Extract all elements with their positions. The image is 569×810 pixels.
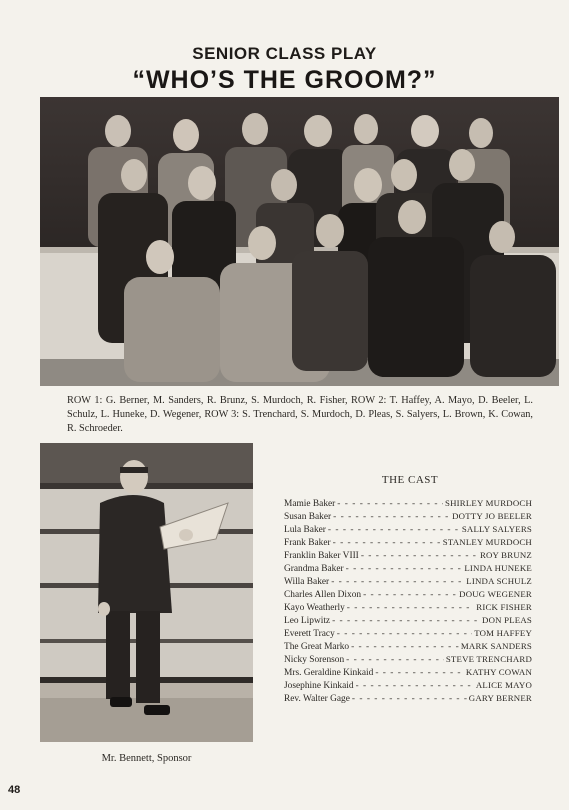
cast-entry <box>284 693 532 706</box>
leader-dots <box>347 603 474 613</box>
actor-name: KATHY COWAN <box>465 667 532 677</box>
role-name: Frank Baker <box>284 538 331 548</box>
actor-name: GARY BERNER <box>468 693 532 703</box>
actor-name: STANLEY MURDOCH <box>442 537 532 547</box>
cast-entry <box>284 680 532 693</box>
sponsor-photo <box>40 443 253 742</box>
section-heading: SENIOR CLASS PLAY <box>192 44 377 63</box>
play-title: “WHO’S THE GROOM?” <box>132 66 437 94</box>
cast-entry <box>284 667 532 680</box>
actor-name: MARK SANDERS <box>460 641 532 651</box>
leader-dots <box>346 655 444 665</box>
actor-name: TOM HAFFEY <box>474 628 532 638</box>
leader-dots <box>346 564 463 574</box>
actor-name: SHIRLEY MURDOCH <box>445 498 532 508</box>
page-number: 48 <box>8 784 21 796</box>
leader-dots <box>337 499 443 509</box>
cast-entry <box>284 641 532 654</box>
actor-name: RICK FISHER <box>476 602 532 612</box>
leader-dots <box>332 616 480 626</box>
cast-entry <box>284 537 532 550</box>
role-name: The Great Marko <box>284 642 350 652</box>
role-name: Kayo Weatherly <box>284 603 345 613</box>
cast-entry <box>284 524 532 537</box>
role-name: Franklin Baker VIII <box>284 551 359 561</box>
role-name: Willa Baker <box>284 577 330 587</box>
cast-entry <box>284 550 532 563</box>
role-name: Grandma Baker <box>284 564 344 574</box>
actor-name: LINDA HUNEKE <box>464 563 532 573</box>
cast-entry <box>284 563 532 576</box>
actor-name: ROY BRUNZ <box>479 550 532 560</box>
group-photo-caption: ROW 1: G. Berner, M. Sanders, R. Brunz, S. Murdoch, R. Fisher, ROW 2: T. Haffey, A. Mayo, D. Beeler, L. Schulz, L. Huneke, D. Wegener, ROW 3: S. Trenchard, S. Murdoch, D. Pleas, S. Salyers, L. Brown, K. Cowan, R. Schroeder. <box>67 395 533 434</box>
leader-dots <box>356 681 474 691</box>
role-name: Charles Allen Dixon <box>284 590 362 600</box>
cast-entry <box>284 511 532 524</box>
cast-group-photo <box>40 97 559 386</box>
role-name: Mamie Baker <box>284 499 336 509</box>
actor-name: DON PLEAS <box>482 615 532 625</box>
cast-entry <box>284 589 532 602</box>
cast-entry <box>284 628 532 641</box>
leader-dots <box>375 668 464 678</box>
cast-list <box>284 498 532 706</box>
actor-name: STEVE TRENCHARD <box>445 654 532 664</box>
actor-name: ALICE MAYO <box>475 680 532 690</box>
cast-entry <box>284 615 532 628</box>
leader-dots <box>328 525 460 535</box>
role-name: Leo Lipwitz <box>284 616 331 626</box>
cast-entry <box>284 576 532 589</box>
role-name: Susan Baker <box>284 512 332 522</box>
leader-dots <box>352 694 467 704</box>
leader-dots <box>351 642 459 652</box>
role-name: Everett Tracy <box>284 629 335 639</box>
leader-dots <box>331 577 464 587</box>
leader-dots <box>333 538 441 548</box>
role-name: Nicky Sorenson <box>284 655 345 665</box>
actor-name: LINDA SCHULZ <box>466 576 532 586</box>
role-name: Lula Baker <box>284 525 326 535</box>
role-name: Rev. Walter Gage <box>284 694 350 704</box>
sponsor-caption: Mr. Bennett, Sponsor <box>101 753 192 764</box>
actor-name: SALLY SALYERS <box>461 524 532 534</box>
leader-dots <box>337 629 472 639</box>
leader-dots <box>363 590 457 600</box>
role-name: Josephine Kinkaid <box>284 681 354 691</box>
role-name: Mrs. Geraldine Kinkaid <box>284 668 374 678</box>
actor-name: DOTTY JO BEELER <box>452 511 532 521</box>
actor-name: DOUG WEGENER <box>459 589 532 599</box>
leader-dots <box>361 551 478 561</box>
cast-entry <box>284 498 532 511</box>
leader-dots <box>333 512 450 522</box>
cast-entry <box>284 654 532 667</box>
cast-entry <box>284 602 532 615</box>
cast-heading: THE CAST <box>381 474 439 486</box>
